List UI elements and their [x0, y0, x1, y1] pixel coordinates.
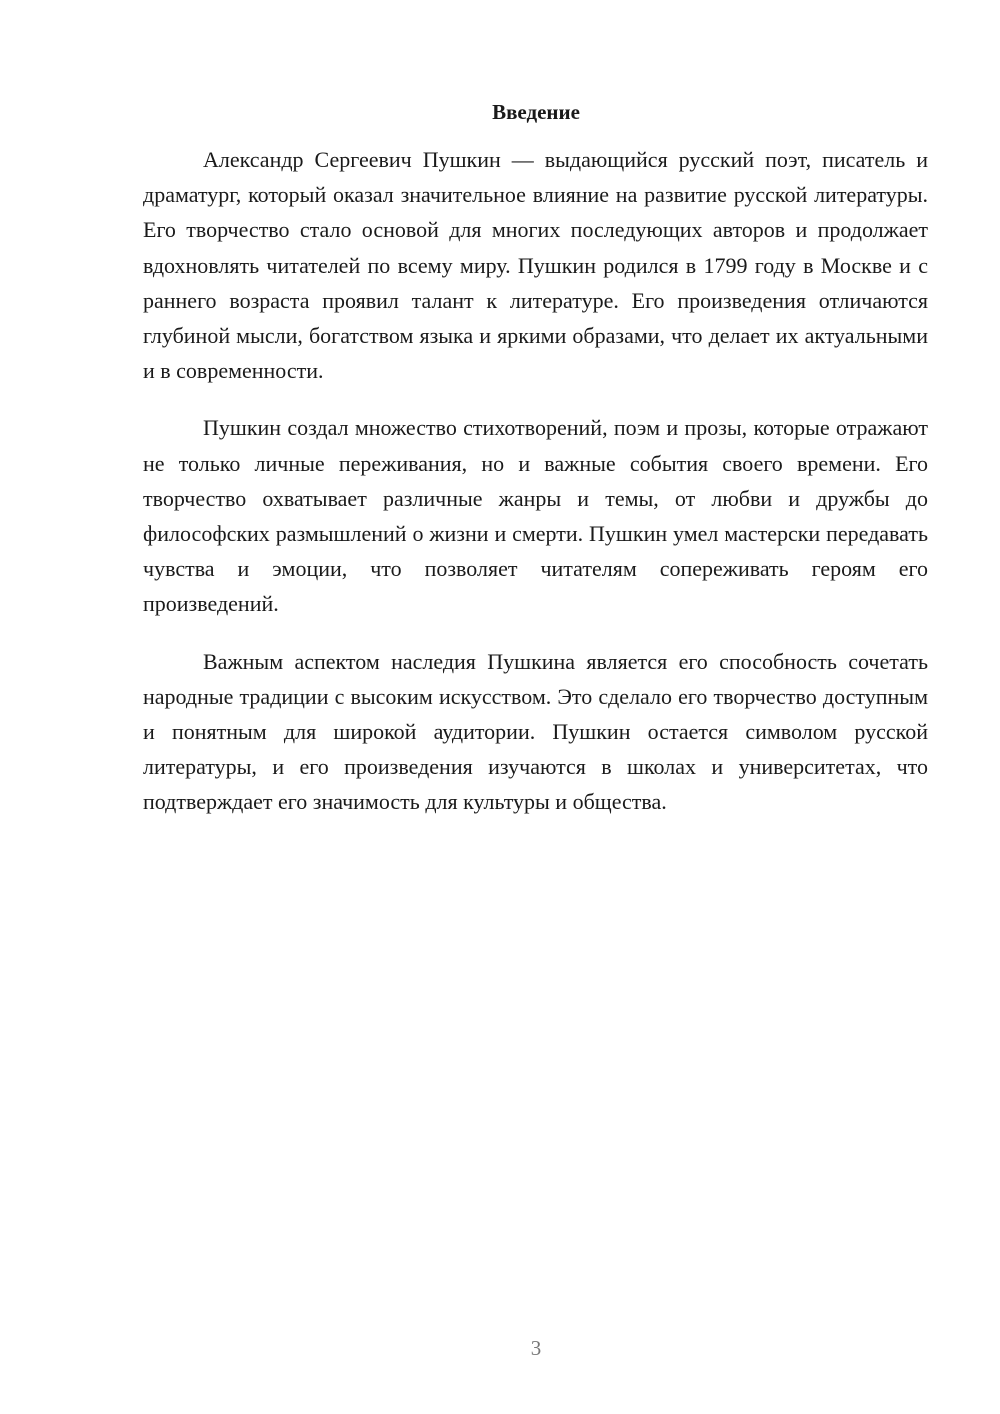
paragraph-2: Пушкин создал множество стихотворений, поэм и прозы, которые отражают не только личные переживания, но и важные события своего времени. Его творчество охватывает различные жанры и темы, от любви и дружбы до философских размышлений о жизни и смерти. Пушкин умел мастерски передавать чувства и эмоции, что позволяет читателям сопереживать героям его произведений. [143, 415, 928, 617]
page-number: 3 [530, 1336, 542, 1360]
section-title: Введение [492, 100, 580, 124]
paragraph-3: Важным аспектом наследия Пушкина является его способность сочетать народные традиции с высоким искусством. Это сделало его творчество доступным и понятным для широкой аудитории. Пушкин остается символом русской литературы, и его произведения изучаются в школах и университетах, что подтверждает его значимость для культуры и общества. [143, 648, 928, 815]
body-text [143, 142, 928, 842]
paragraph-1: Александр Сергеевич Пушкин — выдающийся русский поэт, писатель и драматург, который оказал значительное влияние на развитие русской литературы. Его творчество стало основой для многих последующих авторов и продолжает вдохновлять читателей по всему миру. Пушкин родился в 1799 году в Москве и с раннего возраста проявил талант к литературе. Его произведения отличаются глубиной мысли, богатством языка и яркими образами, что делает их актуальными и в современности. [143, 147, 928, 384]
